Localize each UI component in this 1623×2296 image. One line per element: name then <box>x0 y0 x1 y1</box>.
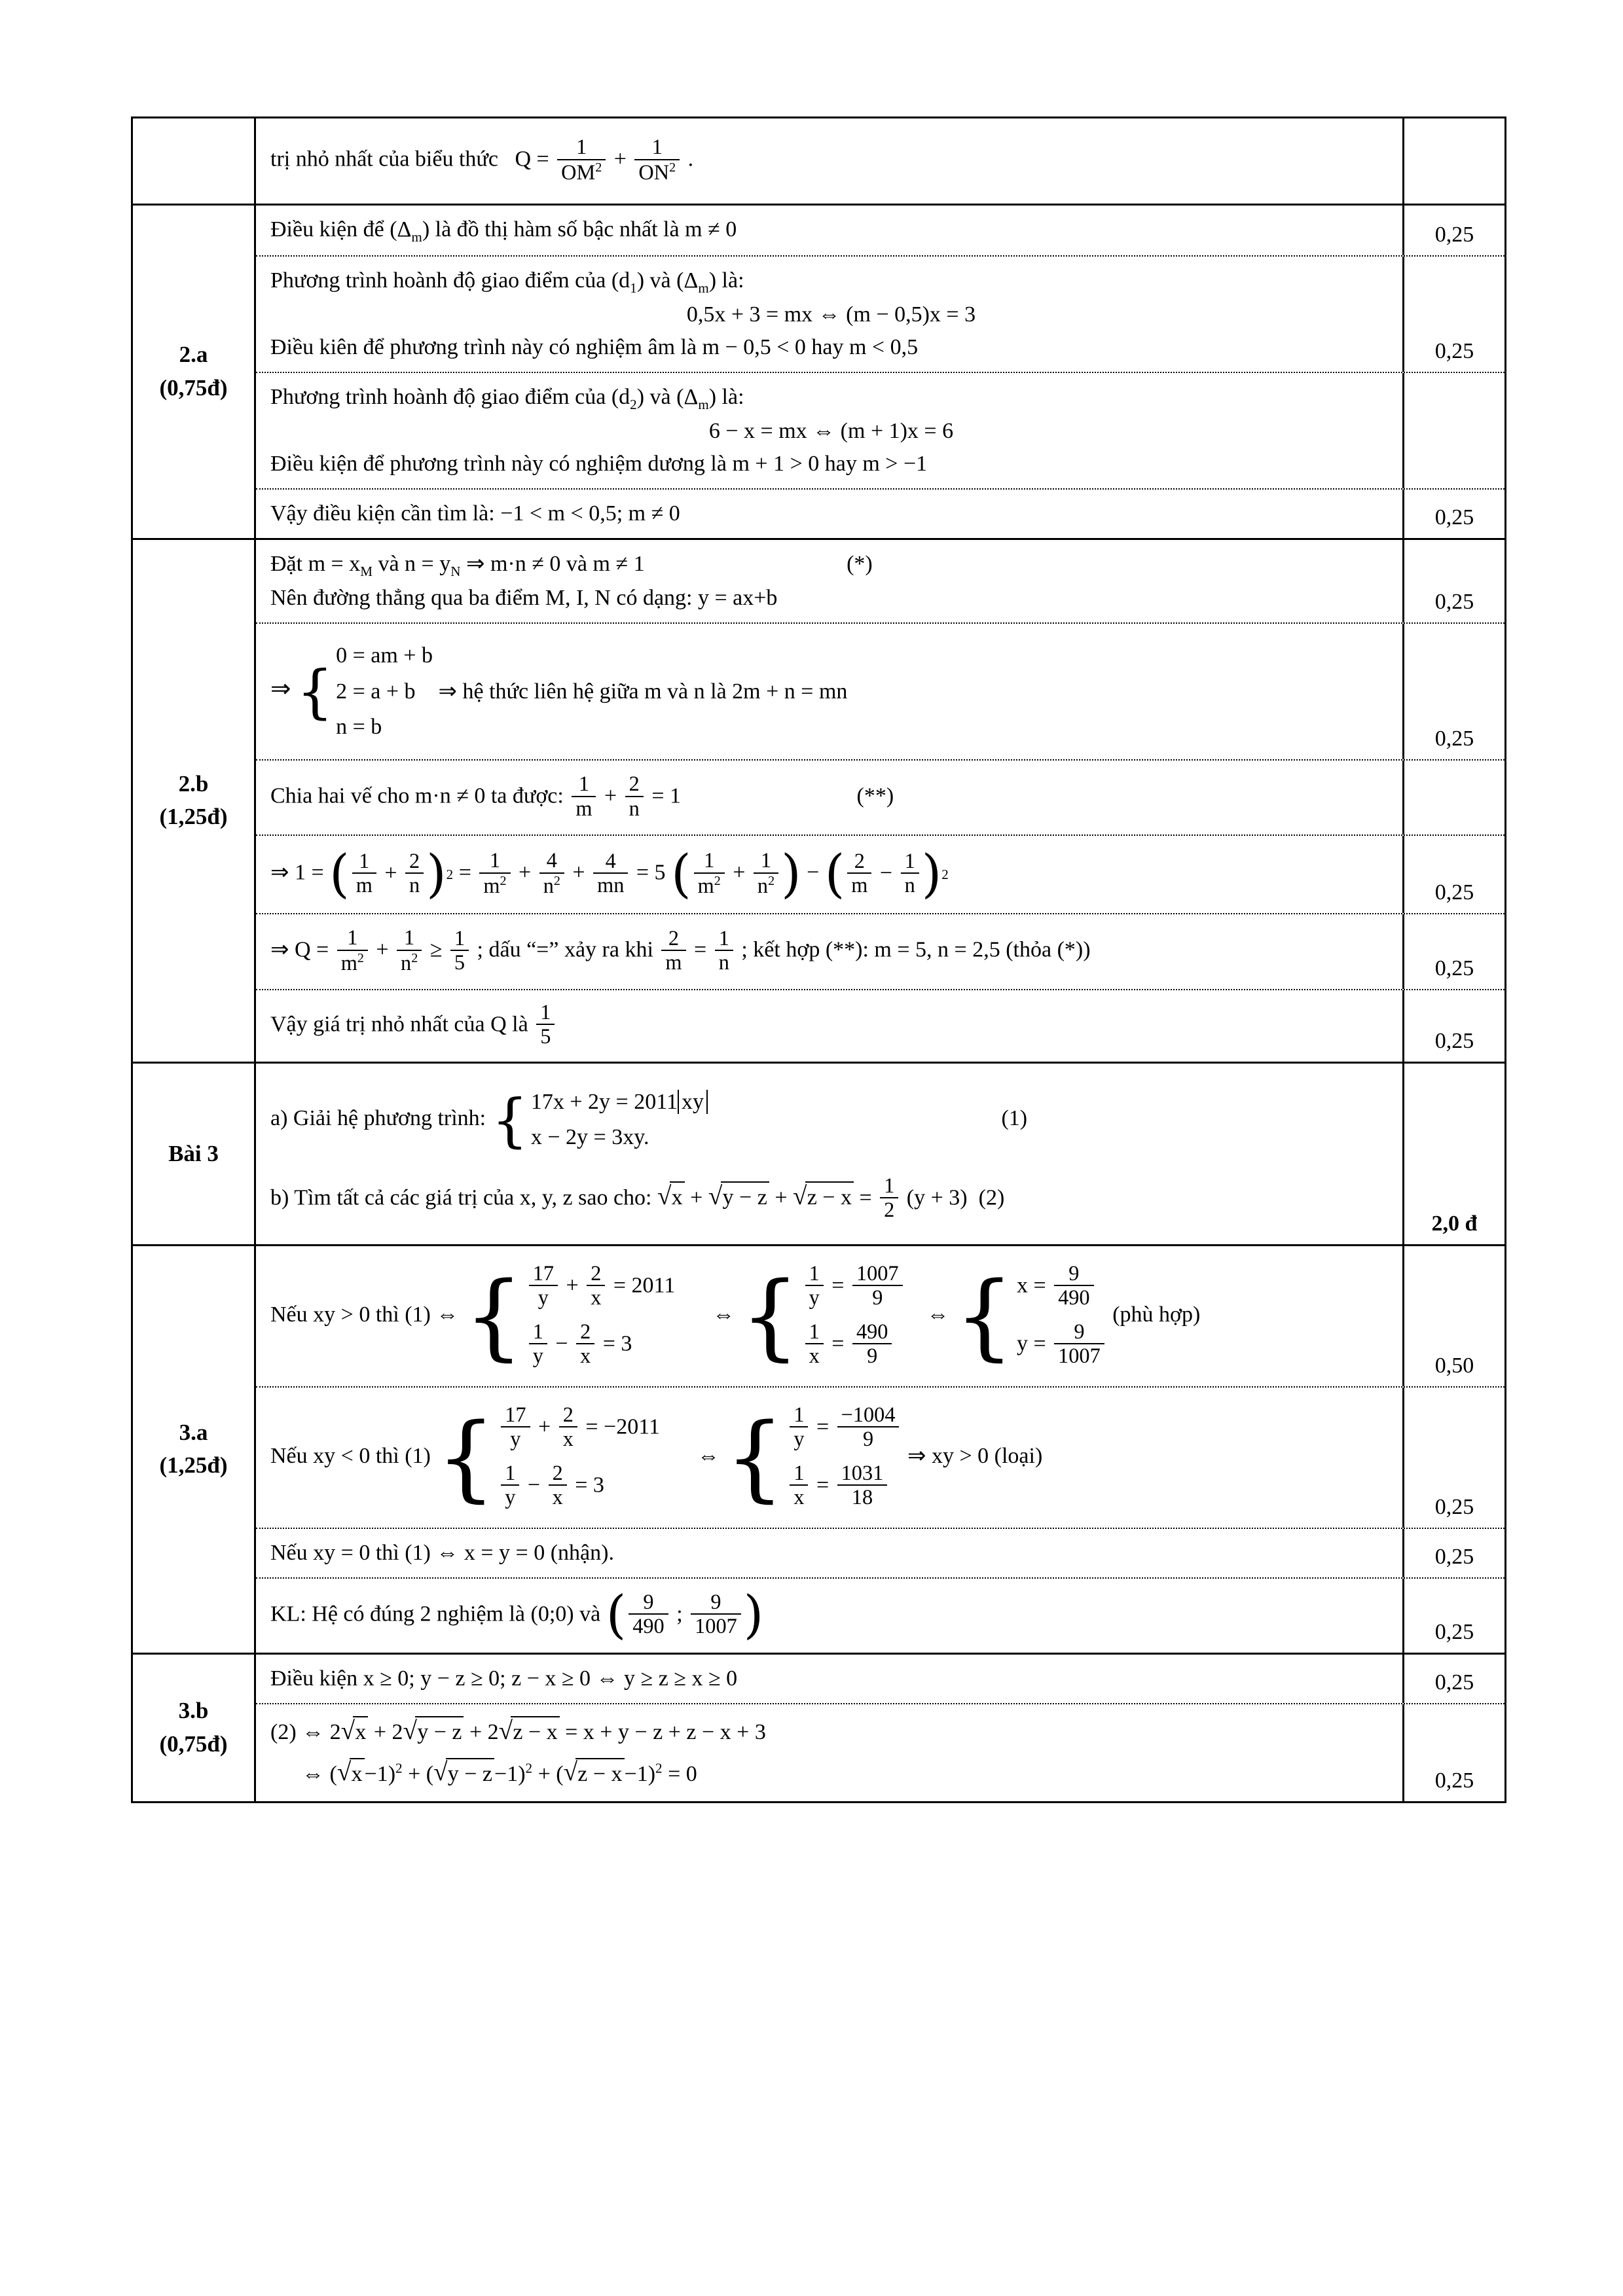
sqrt: √ x <box>657 1181 685 1213</box>
fraction: $\frac{1}{5}$ <box>450 927 469 975</box>
sub-row: Điều kiện để $(\Delta_m)$ là đồ thị hàm số bậc nhất là m ≠ 0 0,25 <box>256 206 1504 257</box>
row-body-2b <box>255 539 1506 1063</box>
fraction: $\frac{490}{9}$ <box>852 1320 892 1368</box>
fraction: $\frac{2}{x}$ <box>576 1320 594 1368</box>
row-body-3b <box>255 1653 1506 1802</box>
table-row <box>132 539 1506 1063</box>
fraction: $\frac{1}{y}$ <box>805 1262 824 1310</box>
sub-row: Nếu xy > 0 thì (1) ⇔ { $\frac{17}{y}$ + $\frac{2}{x}$ = 2011 $\frac{1}{y}$ − $\frac{2}{x}$ = 3 ⇔ { $\frac{1}{y}$ = $\frac{1007}{9}$ $\frac{1}{x}$ = $\frac{490}{9}$ ⇔ { x = $\frac{9}{490}$ y = $\frac{9}{1007}$ (phù hợp) 0,50 <box>256 1246 1504 1388</box>
row-label-3b: 3.b (0,75đ) <box>132 1653 255 1802</box>
fraction: $\frac{1}{n^2}$ <box>754 849 778 897</box>
row-label <box>132 118 255 205</box>
fraction: $\frac{1}{x}$ <box>805 1320 824 1368</box>
fraction: $\frac{17}{y}$ <box>529 1262 558 1310</box>
sqrt: √ z − x <box>499 1716 560 1748</box>
table-row <box>132 1062 1506 1245</box>
sub-score: 0,50 <box>1434 1353 1474 1378</box>
fraction: $\frac{1007}{9}$ <box>852 1262 903 1310</box>
table-row <box>132 204 1506 539</box>
left-brace-icon: { <box>296 658 334 726</box>
sub-row: Chia hai vế cho m·n ≠ 0 ta được: $\frac{1}{m}$ + $\frac{2}{n}$ = 1 (**) <box>256 761 1504 836</box>
left-brace-icon: { <box>464 1261 524 1371</box>
sub-score: 0,25 <box>1434 1544 1474 1569</box>
sub-row: Phương trình hoành độ giao điểm của $(d_1)$ và $(\Delta_m)$ là: 0,5x + 3 = mx ⇔ (m − 0,5)x = 3 Điều kiên để phương trình này có nghiệm âm là m − 0,5 < 0 hay m < 0,5 0,25 <box>256 257 1504 373</box>
fraction: $\frac{1}{n^2}$ <box>397 926 422 975</box>
fraction: $\frac{1}{m}$ <box>572 772 596 820</box>
sub-row: ⇒ 1 = ( $\frac{1}{m}$ + $\frac{2}{n}$ ) 2 = $\frac{1}{m^2}$ + $\frac{4}{n^2}$ + $\frac{4}{mn}$ = 5 ( $\frac{1}{m^2}$ + $\frac{1}{n^2}$ ) − ( $\frac{2}{m}$ − $\frac{1}{n}$ ) 2 0,25 <box>256 836 1504 914</box>
brace-group: { $\frac{17}{y}$ + $\frac{2}{x}$ = 2011 $\frac{1}{y}$ − $\frac{2}{x}$ = 3 <box>464 1261 676 1371</box>
row-label-2a: 2.a (0,75đ) <box>132 204 255 539</box>
fraction: $\frac{9}{1007}$ <box>1054 1320 1104 1368</box>
fraction: $\frac{2}{n}$ <box>405 850 424 897</box>
fraction: $\frac{2}{x}$ <box>559 1403 577 1451</box>
left-brace-icon: { <box>436 1403 496 1513</box>
sub-row: Vậy giá trị nhỏ nhất của Q là $\frac{1}{5}$ 0,25 <box>256 990 1504 1062</box>
sub-row: Nếu xy = 0 thì (1) ⇔ x = y = 0 (nhận). 0,25 <box>256 1529 1504 1579</box>
sqrt: √ z − x <box>564 1758 625 1789</box>
sqrt: √ y − z <box>403 1716 464 1748</box>
sub-row: ⇒ { 0 = am + b 2 = a + b n = b ⇒ hệ thức liên hệ giữa m và n là 2m + n = mn 0,25 <box>256 624 1504 761</box>
row-body-3a <box>255 1245 1506 1653</box>
fraction: $\frac{1}{m^2}$ <box>337 926 368 975</box>
fraction: $\frac{4}{n^2}$ <box>539 849 564 897</box>
brace-group: { $\frac{1}{y}$ = $\frac{1007}{9}$ $\frac{1}{x}$ = $\frac{490}{9}$ <box>740 1263 905 1369</box>
left-brace-icon: { <box>955 1261 1014 1371</box>
fraction: $\frac{1}{n}$ <box>901 850 919 897</box>
paren-group: ( $\frac{1}{m^2}$ + $\frac{1}{n^2}$ ) <box>671 844 801 904</box>
brace-group: { x = $\frac{9}{490}$ y = $\frac{9}{1007}$ <box>955 1263 1107 1369</box>
sub-row: ⇒ Q = $\frac{1}{m^2}$ + $\frac{1}{n^2}$ ≥ $\frac{1}{5}$ ; dấu “=” xảy ra khi $\frac{2}{m}$ = $\frac{1}{n}$ ; kết hợp (**): m = 5, n = 2,5 (thỏa (*)) 0,25 <box>256 914 1504 990</box>
fraction: $\frac{1}{x}$ <box>790 1462 808 1509</box>
sub-score <box>1404 761 1504 834</box>
sub-score: 0,25 <box>1434 1619 1474 1644</box>
answer-table <box>131 117 1506 1803</box>
row-score-bai3: 2,0 đ <box>1404 1062 1506 1245</box>
sqrt: √ x <box>337 1758 365 1789</box>
fraction: $\frac{-1004}{9}$ <box>837 1403 900 1451</box>
sub-score: 0,25 <box>1434 1670 1474 1695</box>
row-score <box>1404 118 1506 205</box>
sub-score: 0,25 <box>1434 1495 1474 1520</box>
sub-score: 0,25 <box>1434 223 1474 247</box>
fraction: $\frac{4}{mn}$ <box>593 850 628 897</box>
sub-row: Vậy điều kiện cần tìm là: −1 < m < 0,5; m ≠ 0 0,25 <box>256 490 1504 538</box>
paren-group: ( $\frac{2}{m}$ − $\frac{1}{n}$ ) 2 <box>824 844 949 905</box>
row-label-2b: 2.b (1,25đ) <box>132 539 255 1063</box>
fraction: $\frac{2}{m}$ <box>847 850 871 897</box>
fraction: $\frac{2}{n}$ <box>625 772 644 820</box>
brace-group: { 17x + 2y = 2011 xy x − 2y = 3xy. <box>492 1085 708 1156</box>
fraction: $\frac{1}{y}$ <box>501 1462 519 1509</box>
fraction: $\frac{1}{2}$ <box>880 1174 898 1222</box>
fraction: $\frac{1}{m^2}$ <box>479 849 510 897</box>
row-body-2a <box>255 204 1506 539</box>
fraction: $\frac{1}{m}$ <box>352 850 376 897</box>
fraction: $\frac{2}{x}$ <box>549 1462 567 1509</box>
fraction: $\frac{9}{1007}$ <box>691 1590 741 1638</box>
fraction: $\frac{1}{y}$ <box>790 1403 808 1451</box>
fraction: $\frac{2}{m}$ <box>661 927 685 975</box>
sub-score <box>1404 373 1504 488</box>
row-label-3a: 3.a (1,25đ) <box>132 1245 255 1653</box>
row-body-bai3: a) Giải hệ phương trình: { 17x + 2y = 2011 xy x − 2y = 3xy. (1) b) Tìm tất cả các giá trị của x, y, z sao cho: √ x + √ y − z + √ z − x = $\frac{1}{2}$ (y + 3) (2) <box>255 1062 1404 1245</box>
sqrt: √ z − x <box>793 1181 854 1213</box>
left-brace-icon: { <box>740 1261 800 1371</box>
row-label-bai3: Bài 3 <box>132 1062 255 1245</box>
fraction: $\frac{2}{x}$ <box>587 1262 605 1310</box>
fraction: $\frac{1}{y}$ <box>529 1320 547 1368</box>
sub-row: (2) ⇔ 2 √ x + 2 √ y − z + 2 √ z − x = x + y − z + z − x + 3 ⇔ ( √ x−1)$^2$ + ( √ y − z−1)$^2$ + ( √ z − x−1)$^2$ = 0 0,25 <box>256 1704 1504 1801</box>
sub-score: 0,25 <box>1434 339 1474 364</box>
fraction: $\frac{1031}{18}$ <box>837 1462 888 1509</box>
fraction: $\frac{1}{n}$ <box>715 927 733 975</box>
table-row <box>132 118 1506 205</box>
sqrt: √ x <box>341 1716 369 1748</box>
sqrt: √ y − z <box>708 1181 769 1213</box>
sub-score: 0,25 <box>1434 590 1474 615</box>
fraction: $\frac{1}{m^2}$ <box>694 849 725 897</box>
sub-score: 0,25 <box>1434 726 1474 751</box>
sub-score: 0,25 <box>1434 505 1474 530</box>
fraction: $\frac{1}{5}$ <box>536 1001 555 1049</box>
fraction: $\frac{17}{y}$ <box>501 1403 530 1451</box>
fraction: $\frac{9}{490}$ <box>629 1590 668 1638</box>
brace-group: { $\frac{17}{y}$ + $\frac{2}{x}$ = −2011 $\frac{1}{y}$ − $\frac{2}{x}$ = 3 <box>436 1402 660 1513</box>
fraction: $\frac{1}{ON^2}$ <box>634 135 680 184</box>
table-row <box>132 1245 1506 1653</box>
sub-score: 0,25 <box>1434 1029 1474 1054</box>
sub-score: 0,25 <box>1434 1768 1474 1793</box>
sub-score: 0,25 <box>1434 956 1474 981</box>
sub-row: Nếu xy < 0 thì (1) { $\frac{17}{y}$ + $\frac{2}{x}$ = −2011 $\frac{1}{y}$ − $\frac{2}{x}$ = 3 ⇔ { $\frac{1}{y}$ = $\frac{-1004}{9}$ $\frac{1}{x}$ = $\frac{1031}{18}$ ⇒ xy > 0 (loại) 0,25 <box>256 1388 1504 1529</box>
brace-group: { $\frac{1}{y}$ = $\frac{-1004}{9}$ $\frac{1}{x}$ = $\frac{1031}{18}$ <box>725 1405 902 1511</box>
paren-group: ( $\frac{9}{490}$ ; $\frac{9}{1007}$ ) <box>606 1585 764 1645</box>
fraction: $\frac{9}{490}$ <box>1054 1262 1093 1310</box>
brace-group: { 0 = am + b 2 = a + b n = b <box>296 643 433 739</box>
sqrt: √ y − z <box>433 1758 494 1789</box>
sub-row: Đặt $m = x_M$ và $n = y_N$ ⇒ m·n ≠ 0 và m ≠ 1 (*) Nên đường thẳng qua ba điểm M, I, N có dạng: y = ax+b 0,25 <box>256 540 1504 624</box>
left-brace-icon: { <box>725 1403 785 1513</box>
left-brace-icon: { <box>491 1086 528 1154</box>
sub-row: Điều kiện x ≥ 0; y − z ≥ 0; z − x ≥ 0 ⇔ y ≥ z ≥ x ≥ 0 0,25 <box>256 1655 1504 1704</box>
sub-score: 0,25 <box>1434 880 1474 905</box>
fraction: $\frac{1}{OM^2}$ <box>557 135 606 184</box>
sub-row: KL: Hệ có đúng 2 nghiệm là (0;0) và ( $\frac{9}{490}$ ; $\frac{9}{1007}$ ) 0,25 <box>256 1579 1504 1653</box>
table-row <box>132 1653 1506 1802</box>
sub-row: Phương trình hoành độ giao điểm của $(d_2)$ và $(\Delta_m)$ là: 6 − x = mx ⇔ (m + 1)x = 6 Điều kiện để phương trình này có nghiệm dương là m + 1 > 0 hay m > −1 <box>256 373 1504 490</box>
paren-group: ( $\frac{1}{m}$ + $\frac{2}{n}$ ) 2 <box>329 844 454 905</box>
row-body: trị nhỏ nhất của biểu thức Q = $\frac{1}{OM^2}$ + $\frac{1}{ON^2}$ . <box>255 118 1404 205</box>
